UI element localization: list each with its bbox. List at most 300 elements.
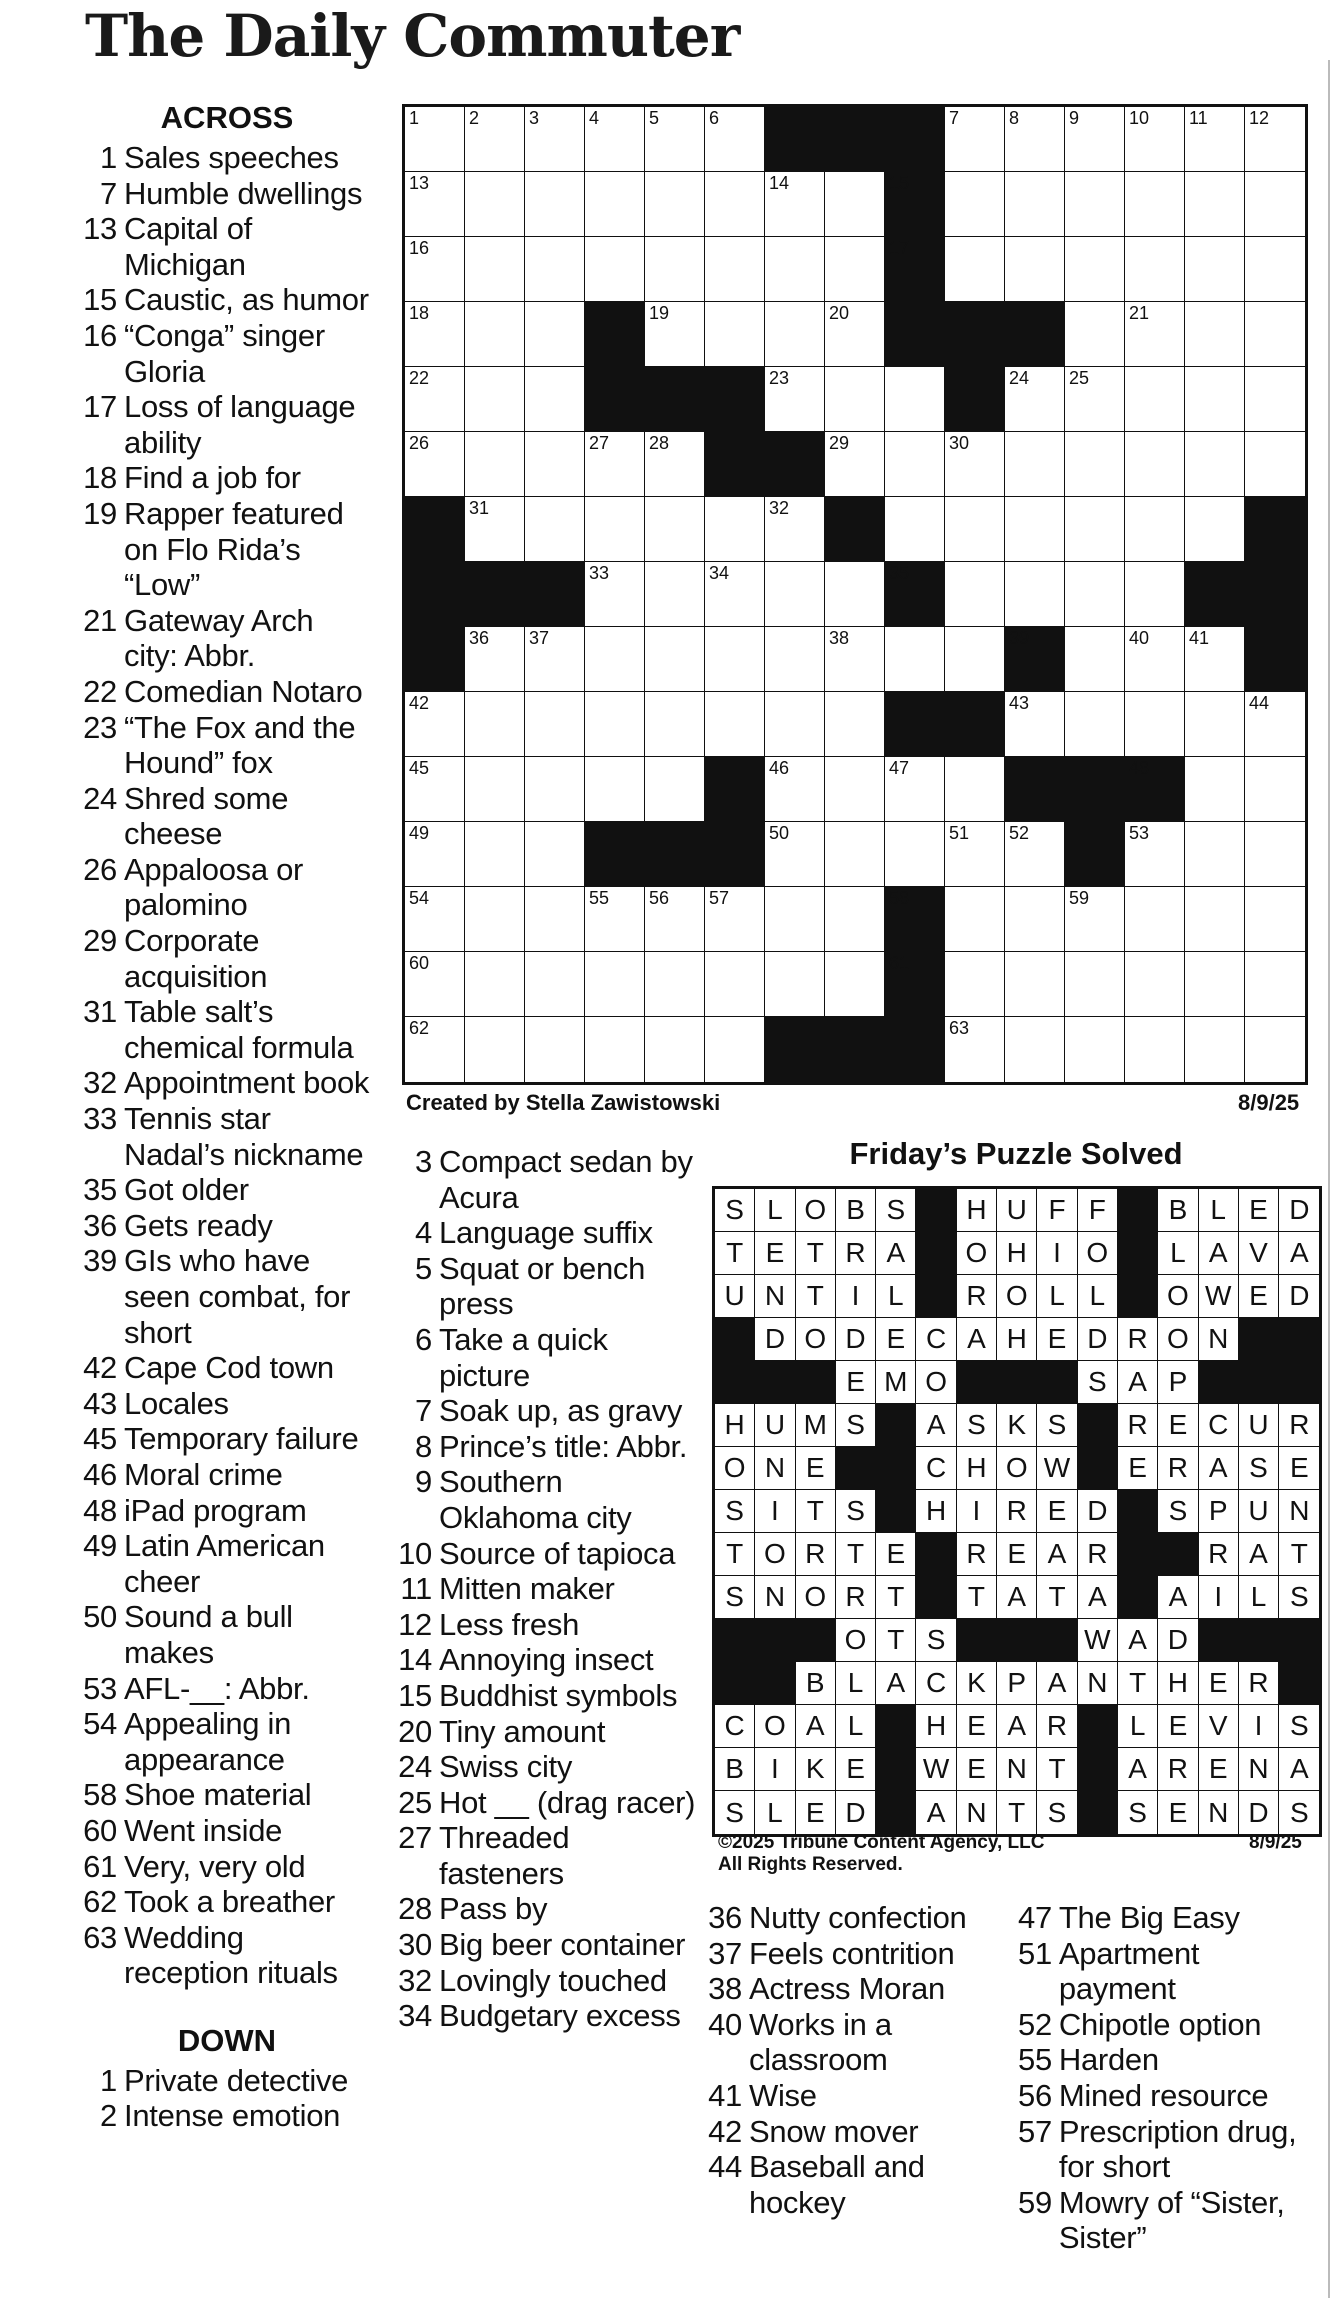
cell-number: 4	[589, 108, 600, 128]
grid-cell[interactable]	[465, 432, 525, 497]
solution-letter: D	[1078, 1318, 1118, 1361]
solution-block	[1199, 1619, 1239, 1662]
grid-cell[interactable]	[1005, 172, 1065, 237]
grid-cell[interactable]	[1005, 1017, 1065, 1082]
grid-cell[interactable]	[705, 107, 765, 172]
grid-cell[interactable]	[825, 692, 885, 757]
grid-cell[interactable]	[1125, 107, 1185, 172]
grid-cell[interactable]	[1125, 367, 1185, 432]
solution-letter: E	[1239, 1189, 1279, 1232]
grid-cell[interactable]	[405, 237, 465, 302]
grid-block	[885, 237, 945, 302]
cell-number: 44	[1249, 693, 1270, 713]
solution-letter: O	[796, 1318, 836, 1361]
grid-block	[885, 952, 945, 1017]
solution-letter: T	[957, 1576, 997, 1619]
grid-cell[interactable]	[765, 172, 825, 237]
grid-cell[interactable]	[645, 692, 705, 757]
grid-cell[interactable]	[825, 627, 885, 692]
grid-cell[interactable]	[885, 432, 945, 497]
grid-cell[interactable]	[465, 1017, 525, 1082]
grid-cell[interactable]	[645, 107, 705, 172]
grid-cell[interactable]	[945, 1017, 1005, 1082]
solution-block	[1037, 1619, 1077, 1662]
clue-text: Snow mover	[749, 2113, 919, 2149]
grid-cell[interactable]	[405, 887, 465, 952]
grid-cell[interactable]	[465, 172, 525, 237]
clue-text: Shred some cheese	[124, 780, 289, 852]
solution-letter: N	[1078, 1662, 1118, 1705]
grid-cell[interactable]	[945, 432, 1005, 497]
grid-cell[interactable]	[1245, 692, 1305, 757]
grid-cell[interactable]	[1245, 757, 1305, 822]
grid-cell[interactable]	[705, 497, 765, 562]
clue-text: Buddhist symbols	[439, 1677, 678, 1713]
grid-cell[interactable]	[1185, 432, 1245, 497]
grid-cell[interactable]	[1005, 887, 1065, 952]
grid-cell[interactable]	[825, 887, 885, 952]
solution-letter: R	[957, 1533, 997, 1576]
solution-letter: S	[957, 1404, 997, 1447]
grid-cell[interactable]	[525, 887, 585, 952]
grid-cell[interactable]	[405, 952, 465, 1017]
grid-cell[interactable]	[405, 692, 465, 757]
grid-cell[interactable]	[825, 172, 885, 237]
solution-letter: A	[1199, 1232, 1239, 1275]
grid-cell[interactable]	[585, 172, 645, 237]
grid-cell[interactable]	[645, 1017, 705, 1082]
clue-text: Appealing in appearance	[124, 1706, 292, 1777]
grid-cell[interactable]	[525, 497, 585, 562]
clue-number: 61	[83, 1848, 117, 1884]
grid-cell[interactable]	[705, 952, 765, 1017]
grid-cell[interactable]	[825, 367, 885, 432]
grid-cell[interactable]	[1185, 367, 1245, 432]
grid-cell[interactable]	[825, 302, 885, 367]
grid-cell[interactable]	[645, 172, 705, 237]
grid-cell[interactable]	[705, 1017, 765, 1082]
solution-letter: R	[796, 1533, 836, 1576]
grid-cell[interactable]	[1245, 432, 1305, 497]
solution-letter: T	[796, 1275, 836, 1318]
grid-cell[interactable]	[765, 692, 825, 757]
grid-cell[interactable]	[645, 497, 705, 562]
clue-number: 7	[100, 175, 117, 211]
grid-cell[interactable]	[1245, 887, 1305, 952]
grid-cell[interactable]	[465, 952, 525, 1017]
cell-number: 49	[409, 823, 430, 843]
grid-cell[interactable]	[465, 692, 525, 757]
grid-cell[interactable]	[1065, 107, 1125, 172]
grid-cell[interactable]	[525, 692, 585, 757]
grid-cell[interactable]	[1005, 562, 1065, 627]
clue-item	[82, 1849, 372, 1885]
grid-cell[interactable]	[525, 432, 585, 497]
grid-cell[interactable]	[1125, 172, 1185, 237]
solution-letter: T	[715, 1533, 755, 1576]
solution-letter: A	[1118, 1748, 1158, 1791]
clue-number: 37	[708, 1935, 742, 1971]
grid-cell[interactable]	[585, 432, 645, 497]
grid-cell[interactable]	[405, 172, 465, 237]
grid-cell[interactable]	[1125, 237, 1185, 302]
grid-block	[885, 107, 945, 172]
solution-letter: A	[1279, 1232, 1319, 1275]
solution-letter: C	[715, 1705, 755, 1748]
grid-cell[interactable]	[405, 1017, 465, 1082]
grid-cell[interactable]	[525, 367, 585, 432]
grid-cell[interactable]	[645, 887, 705, 952]
grid-cell[interactable]	[1065, 237, 1125, 302]
solution-letter: B	[715, 1748, 755, 1791]
grid-cell[interactable]	[645, 237, 705, 302]
grid-cell[interactable]	[465, 107, 525, 172]
grid-cell[interactable]	[645, 757, 705, 822]
grid-cell[interactable]	[645, 627, 705, 692]
clue-item	[1018, 2042, 1318, 2078]
grid-cell[interactable]	[705, 237, 765, 302]
solution-letter: R	[957, 1275, 997, 1318]
grid-cell[interactable]	[1185, 497, 1245, 562]
solution-letter: N	[755, 1447, 795, 1490]
clue-text: Soak up, as gravy	[439, 1393, 683, 1429]
grid-cell[interactable]	[405, 107, 465, 172]
grid-cell[interactable]	[585, 887, 645, 952]
grid-cell[interactable]	[1125, 822, 1185, 887]
grid-cell[interactable]	[1125, 627, 1185, 692]
grid-cell[interactable]	[765, 237, 825, 302]
clue-item	[82, 852, 372, 923]
cell-number: 25	[1069, 368, 1090, 388]
grid-cell[interactable]	[765, 302, 825, 367]
grid-cell[interactable]	[1065, 562, 1125, 627]
grid-cell[interactable]	[585, 562, 645, 627]
solution-grid	[712, 1186, 1322, 1837]
grid-cell[interactable]	[945, 562, 1005, 627]
grid-cell[interactable]	[1185, 692, 1245, 757]
grid-cell[interactable]	[1065, 887, 1125, 952]
clue-item	[1018, 1900, 1318, 1936]
solution-letter: S	[1037, 1791, 1077, 1834]
grid-cell[interactable]	[1005, 432, 1065, 497]
grid-cell[interactable]	[1005, 107, 1065, 172]
grid-cell[interactable]	[945, 757, 1005, 822]
solution-letter: S	[1158, 1490, 1198, 1533]
grid-cell[interactable]	[465, 887, 525, 952]
grid-cell[interactable]	[1185, 302, 1245, 367]
grid-cell[interactable]	[405, 302, 465, 367]
grid-cell[interactable]	[765, 952, 825, 1017]
solution-letter: A	[916, 1404, 956, 1447]
cell-number: 27	[589, 433, 610, 453]
clue-item	[82, 923, 372, 994]
grid-cell[interactable]	[525, 107, 585, 172]
grid-cell[interactable]	[945, 497, 1005, 562]
grid-cell[interactable]	[945, 237, 1005, 302]
grid-cell[interactable]	[1125, 302, 1185, 367]
grid-cell[interactable]	[705, 302, 765, 367]
grid-cell[interactable]	[1245, 1017, 1305, 1082]
solution-block	[1239, 1619, 1279, 1662]
grid-cell[interactable]	[1185, 822, 1245, 887]
down-header: DOWN	[177, 2022, 277, 2058]
grid-cell[interactable]	[405, 432, 465, 497]
clue-number: 36	[83, 1207, 117, 1243]
solution-letter: T	[796, 1490, 836, 1533]
grid-cell[interactable]	[1125, 952, 1185, 1017]
grid-cell[interactable]	[1245, 952, 1305, 1017]
clue-item	[1018, 2078, 1318, 2114]
grid-cell[interactable]	[885, 757, 945, 822]
grid-cell[interactable]	[465, 627, 525, 692]
grid-cell[interactable]	[945, 887, 1005, 952]
grid-cell[interactable]	[585, 952, 645, 1017]
grid-cell[interactable]	[645, 952, 705, 1017]
solution-letter: O	[916, 1361, 956, 1404]
grid-cell[interactable]	[525, 822, 585, 887]
grid-cell[interactable]	[1245, 822, 1305, 887]
grid-cell[interactable]	[405, 757, 465, 822]
clue-text: Appointment book	[124, 1065, 370, 1101]
grid-cell[interactable]	[1125, 692, 1185, 757]
cell-number: 11	[1189, 108, 1208, 128]
solution-letter: E	[876, 1533, 916, 1576]
cell-number: 52	[1009, 823, 1030, 843]
grid-cell[interactable]	[1245, 107, 1305, 172]
solution-letter: D	[755, 1318, 795, 1361]
grid-cell[interactable]	[825, 432, 885, 497]
solution-letter: N	[1199, 1791, 1239, 1834]
clue-number: 60	[83, 1812, 117, 1848]
grid-cell[interactable]	[525, 302, 585, 367]
solution-letter: D	[1279, 1275, 1319, 1318]
grid-cell[interactable]	[1065, 692, 1125, 757]
grid-cell[interactable]	[1125, 1017, 1185, 1082]
clue-item	[82, 1172, 372, 1208]
clue-text: Nutty confection	[749, 1900, 967, 1935]
grid-cell[interactable]	[825, 237, 885, 302]
solution-block	[876, 1791, 916, 1834]
solution-letter: R	[1239, 1662, 1279, 1705]
grid-cell[interactable]	[1185, 237, 1245, 302]
grid-cell[interactable]	[765, 562, 825, 627]
column-divider	[1328, 60, 1330, 2298]
grid-cell[interactable]	[1125, 562, 1185, 627]
grid-cell[interactable]	[465, 302, 525, 367]
grid-cell[interactable]	[465, 497, 525, 562]
clue-text: “The Fox and the Hound” fox	[124, 709, 356, 781]
clue-item	[82, 1920, 372, 1991]
grid-cell[interactable]	[1185, 952, 1245, 1017]
crossword-grid[interactable]	[402, 104, 1308, 1085]
clue-text: Wedding reception rituals	[124, 1919, 338, 1991]
solution-block	[997, 1361, 1037, 1404]
grid-cell[interactable]	[1065, 627, 1125, 692]
clue-number: 26	[83, 851, 117, 887]
clue-text: Table salt’s chemical formula	[124, 994, 354, 1065]
grid-cell[interactable]	[465, 757, 525, 822]
grid-cell[interactable]	[1185, 627, 1245, 692]
grid-cell[interactable]	[525, 757, 585, 822]
grid-cell[interactable]	[1065, 952, 1125, 1017]
grid-block	[405, 497, 465, 562]
grid-cell[interactable]	[1245, 237, 1305, 302]
grid-cell[interactable]	[705, 627, 765, 692]
cell-number: 45	[409, 758, 430, 778]
grid-cell[interactable]	[585, 237, 645, 302]
grid-cell[interactable]	[1125, 497, 1185, 562]
solution-block	[1118, 1490, 1158, 1533]
solution-letter: S	[1118, 1791, 1158, 1834]
clue-text: Tiny amount	[439, 1713, 606, 1749]
solution-letter: O	[715, 1447, 755, 1490]
grid-cell[interactable]	[465, 237, 525, 302]
solution-block	[715, 1318, 755, 1361]
grid-cell[interactable]	[825, 757, 885, 822]
grid-cell[interactable]	[1245, 172, 1305, 237]
solution-letter: O	[957, 1232, 997, 1275]
clue-item	[82, 140, 372, 176]
grid-cell[interactable]	[1185, 757, 1245, 822]
grid-cell[interactable]	[1005, 952, 1065, 1017]
solution-letter: A	[997, 1705, 1037, 1748]
clue-text: Big beer container	[439, 1927, 686, 1963]
grid-cell[interactable]	[645, 432, 705, 497]
grid-cell[interactable]	[765, 757, 825, 822]
grid-block	[705, 757, 765, 822]
grid-cell[interactable]	[1065, 497, 1125, 562]
grid-cell[interactable]	[405, 822, 465, 887]
grid-cell[interactable]	[1005, 692, 1065, 757]
grid-cell[interactable]	[885, 497, 945, 562]
solution-letter: A	[1279, 1748, 1319, 1791]
clue-text: Intense emotion	[124, 2098, 341, 2134]
cell-number: 46	[769, 758, 790, 778]
solution-letter: K	[957, 1662, 997, 1705]
grid-cell[interactable]	[765, 367, 825, 432]
grid-cell[interactable]	[765, 887, 825, 952]
grid-cell[interactable]	[1065, 172, 1125, 237]
grid-cell[interactable]	[705, 562, 765, 627]
grid-cell[interactable]	[705, 887, 765, 952]
solution-letter: H	[1158, 1662, 1198, 1705]
grid-cell[interactable]	[1185, 1017, 1245, 1082]
grid-cell[interactable]	[1245, 302, 1305, 367]
grid-cell[interactable]	[1005, 367, 1065, 432]
solution-letter: A	[1118, 1619, 1158, 1662]
grid-cell[interactable]	[1065, 432, 1125, 497]
grid-cell[interactable]	[525, 627, 585, 692]
solution-letter: U	[1239, 1404, 1279, 1447]
grid-cell[interactable]	[885, 367, 945, 432]
grid-cell[interactable]	[525, 237, 585, 302]
solution-letter: L	[836, 1705, 876, 1748]
clue-item	[82, 1671, 372, 1707]
grid-cell[interactable]	[1065, 1017, 1125, 1082]
cell-number: 40	[1129, 628, 1150, 648]
grid-cell[interactable]	[525, 172, 585, 237]
solution-block	[1279, 1662, 1319, 1705]
grid-cell[interactable]	[765, 822, 825, 887]
clue-item	[396, 1785, 696, 1821]
clue-item	[82, 211, 372, 282]
clue-text: Southern Oklahoma city	[439, 1464, 632, 1535]
grid-cell[interactable]	[1245, 367, 1305, 432]
grid-cell[interactable]	[945, 627, 1005, 692]
grid-cell[interactable]	[465, 822, 525, 887]
grid-cell[interactable]	[945, 952, 1005, 1017]
clue-text: Source of tapioca	[439, 1535, 676, 1571]
grid-cell[interactable]	[465, 367, 525, 432]
grid-cell[interactable]	[945, 822, 1005, 887]
solution-letter: P	[1158, 1361, 1198, 1404]
solution-letter: F	[1078, 1189, 1118, 1232]
solution-letter: S	[1279, 1791, 1319, 1834]
grid-cell[interactable]	[585, 692, 645, 757]
grid-cell[interactable]	[825, 562, 885, 627]
clue-text: Mowry of “Sister, Sister”	[1058, 2184, 1285, 2256]
grid-cell[interactable]	[885, 822, 945, 887]
grid-cell[interactable]	[1185, 172, 1245, 237]
across-clue-list	[82, 98, 372, 2134]
clue-text: Baseball and hockey	[749, 2149, 925, 2220]
grid-cell[interactable]	[1005, 237, 1065, 302]
grid-cell[interactable]	[585, 1017, 645, 1082]
clue-text: Chipotle option	[1058, 2006, 1262, 2042]
grid-cell[interactable]	[1065, 302, 1125, 367]
grid-cell[interactable]	[525, 952, 585, 1017]
grid-block	[885, 1017, 945, 1082]
grid-cell[interactable]	[585, 757, 645, 822]
solution-block	[1158, 1533, 1198, 1576]
solution-block	[715, 1662, 755, 1705]
clue-item	[82, 603, 372, 674]
grid-cell[interactable]	[1005, 497, 1065, 562]
grid-cell[interactable]	[765, 497, 825, 562]
grid-cell[interactable]	[885, 627, 945, 692]
grid-cell[interactable]	[645, 302, 705, 367]
grid-cell[interactable]	[405, 367, 465, 432]
grid-cell[interactable]	[705, 172, 765, 237]
grid-cell[interactable]	[765, 627, 825, 692]
grid-cell[interactable]	[705, 692, 765, 757]
grid-cell[interactable]	[1185, 887, 1245, 952]
grid-block	[405, 562, 465, 627]
grid-cell[interactable]	[1005, 822, 1065, 887]
clue-item	[82, 1813, 372, 1849]
grid-cell[interactable]	[1125, 432, 1185, 497]
grid-cell[interactable]	[585, 497, 645, 562]
grid-cell[interactable]	[585, 107, 645, 172]
grid-cell[interactable]	[645, 562, 705, 627]
clue-item	[396, 1393, 696, 1429]
grid-cell[interactable]	[525, 1017, 585, 1082]
cell-number: 7	[949, 108, 960, 128]
solution-letter: E	[1279, 1447, 1319, 1490]
solution-letter: R	[1037, 1705, 1077, 1748]
grid-cell[interactable]	[825, 822, 885, 887]
grid-cell[interactable]	[945, 107, 1005, 172]
grid-block	[645, 822, 705, 887]
clue-number: 55	[1018, 2042, 1052, 2078]
solution-block	[876, 1490, 916, 1533]
grid-cell[interactable]	[945, 172, 1005, 237]
grid-cell[interactable]	[1185, 107, 1245, 172]
grid-cell[interactable]	[1125, 887, 1185, 952]
grid-cell[interactable]	[1065, 367, 1125, 432]
grid-cell[interactable]	[825, 952, 885, 1017]
grid-cell[interactable]	[585, 627, 645, 692]
